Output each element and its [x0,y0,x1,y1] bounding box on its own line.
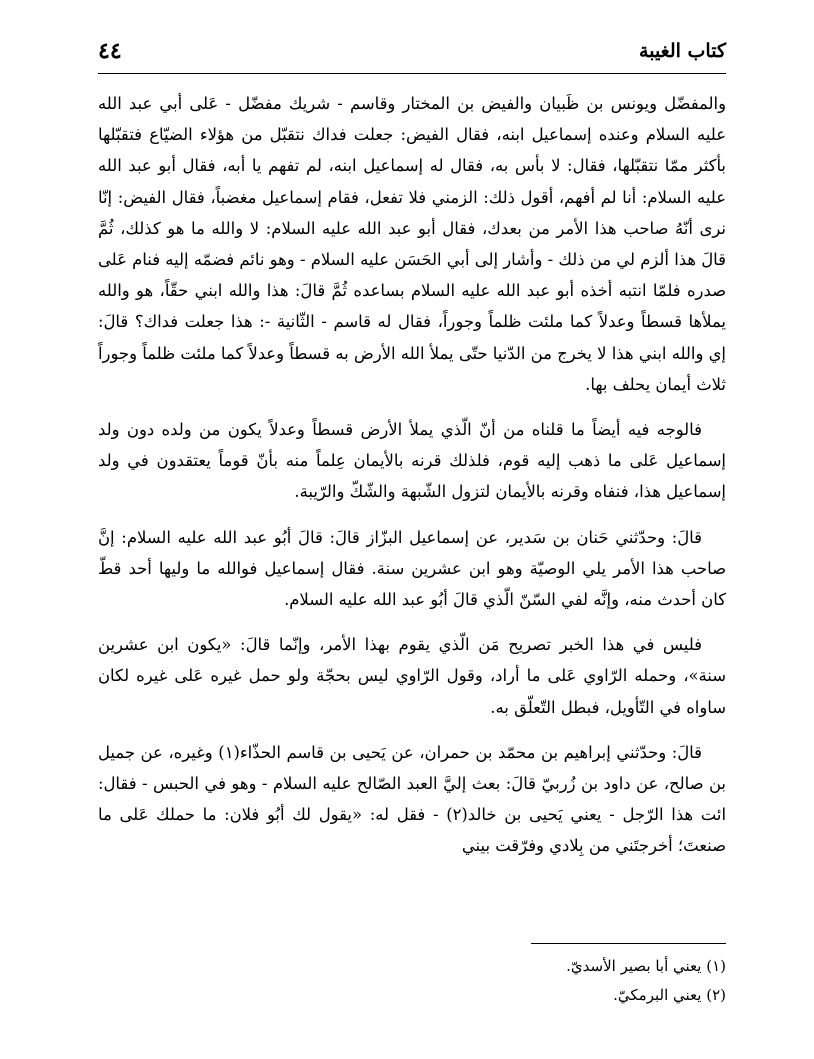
paragraph-3: قالَ: وحدّثني حَنان بن سَدير، عن إسماعيل البزّاز قالَ: قالَ أبُو عبد الله عليه السلام: إنَّ صاحب هذا الأمر يلي الوصيّة وهو ابن عشرين سنة. فقال إسماعيل فوالله ما وليها أحد قطّ كان أحدث منه، وإنَّه لفي السّنّ الّذي قالَ أبُو عبد الله عليه السلام. [98,527,726,610]
footnotes [98,952,726,1010]
footnote-1: (١) يعني أبا بصير الأسديّ. [566,957,726,975]
paragraph-5: قالَ: وحدّثني إبراهيم بن محمّد بن حمران، عن يَحيى بن قاسم الحذّاء(١) وغيره، عن جميل بن صالح، عن داود بن زُربيّ قالَ: بعث إليَّ العبد الصّالح عليه السلام - وهو في الحبس - فقال: ائت هذا الرّجل - يعني يَحيى بن خالد(٢) - فقل له: «يقول لك أبُو فلان: ما حملك عَلى ما صنعتَ؛ أخرجتَني من بِلادي وفرّقت بيني [98,742,726,856]
book-title: كتاب الغيبة [639,40,726,62]
footnote-separator [531,943,726,944]
page-number: ٤٤ [98,38,122,64]
paragraph-4: فليس في هذا الخبر تصريح مَن الّذي يقوم بهذا الأمر، وإنّما قالَ: «يكون ابن عشرين سنة»، وحمله الرّاوي عَلى ما أراد، وقول الرّاوي ليس بحجّة ولو حمل غيره عَلى غيره لكان ساواه في التّأويل، فبطل التّعلّق به. [98,635,726,717]
paragraph-1: والمفضّل ويونس بن ظَبيان والفيض بن المختار وقاسم - شريك مفضّل - عَلى أبي عبد الله عليه السلام وعنده إسماعيل ابنه، فقال الفيض: جعلت فداك نتقبّل من هؤلاء الضيّاع فتقبّلها بأكثر ممّا نتقبّلها، فقال: لا بأس به، فقال له إسماعيل ابنه، لم تفهم يا أبه، فقال أبو عبد الله عليه السلام: أنا لم أفهم، أقول ذلك: الزمني فلا تفعل، فقام إسماعيل مغضباً، فقال الفيض: إنّا نرى أنّهُ صاحب هذا الأمر من بعدك، فقال أبو عبد الله عليه السلام: لا والله ما هو كذلك، ثُمَّ قالَ هذا ألزم لي من ذلك - وأشار إلى أبي الحَسَن عليه السلام - وهو نائم فضمّه إليه فنام عَلى صدره فلمّا انتبه أخذه أبو عبد الله عليه السلام بساعده ثُمَّ قالَ: هذا والله ابني حقّاً، هو والله يملأها قسطاً وعدلاً كما ملئت ظلماً وجوراً، فقال له قاسم - الثّانية -: هذا جعلت فداك؟ قالَ: إي والله ابني هذا لا يخرج من الدّنيا حتّى يملأ الله الأرض به قسطاً وعدلاً كما ملئت ظلماً وجوراً ثلاث أيمان يحلف بها. [98,94,726,394]
page-header [98,38,726,68]
paragraph-2: فالوجه فيه أيضاً ما قلناه من أنّ الّذي يملأ الأرض قسطاً وعدلاً يكون من ولده دون ولد إسماعيل عَلى ما ذهب إليه قوم، فلذلك قرنه بالأيمان عِلماً منه بأنّ قوماً يعتقدون في ولد إسماعيل هذا، فنفاه وقرنه بالأيمان لتزول الشّبهة والشّكّ والرّيبة. [98,420,726,502]
header-rule [98,73,726,74]
main-text [98,88,726,876]
footnote-2: (٢) يعني البرمكيّ. [613,986,726,1004]
